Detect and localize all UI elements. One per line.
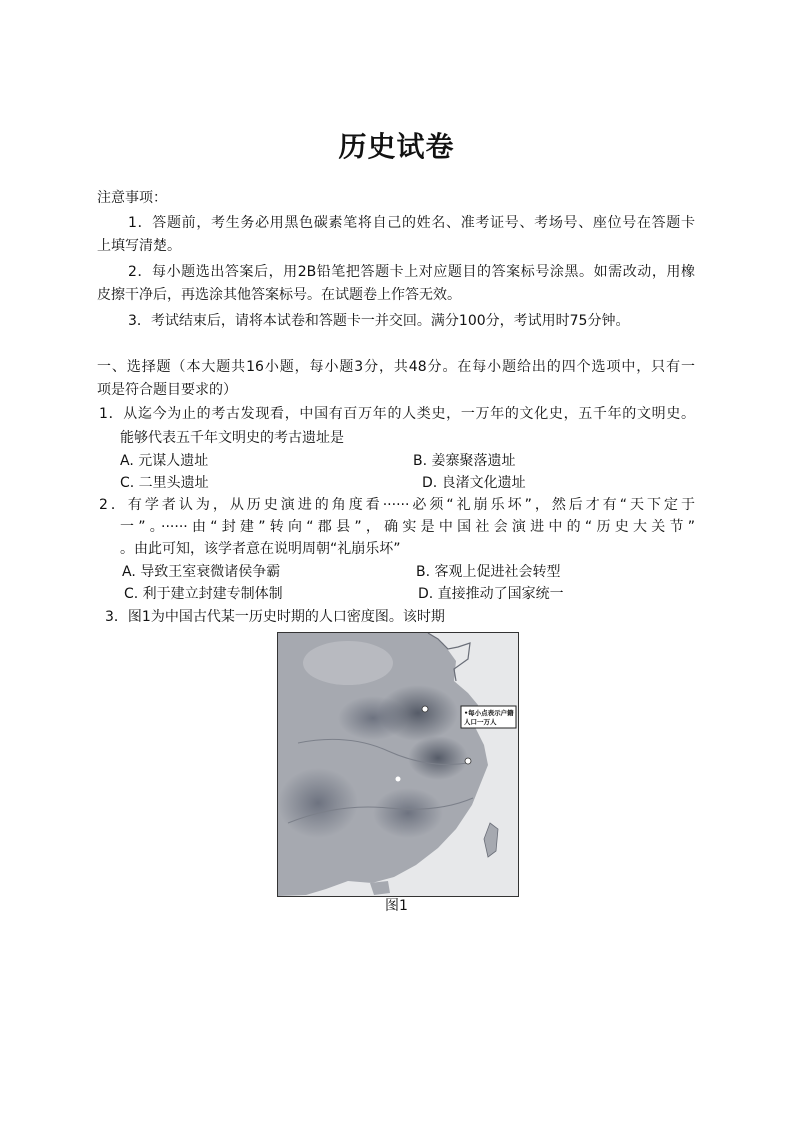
question-1-option-a: A. 元谋人遗址 bbox=[120, 453, 209, 469]
section-heading-line-1: 一、选择题（本大题共16小题，每小题3分，共48分。在每小题给出的四个选项中，只有一 bbox=[97, 359, 695, 375]
question-2-option-c: C. 利于建立封建专制体制 bbox=[124, 586, 283, 602]
population-density-map bbox=[277, 632, 519, 897]
question-1-option-c: C. 二里头遗址 bbox=[120, 475, 209, 491]
question-2-option-b: B. 客观上促进社会转型 bbox=[416, 564, 561, 580]
question-2-stem-line-3: 。由此可知，该学者意在说明周朝“礼崩乐坏” bbox=[120, 541, 401, 557]
figure-caption: 图1 bbox=[385, 898, 408, 914]
question-2-option-d: D. 直接推动了国家统一 bbox=[418, 586, 564, 602]
question-1-stem-line-2: 能够代表五千年文明史的考古遗址是 bbox=[120, 430, 344, 446]
question-1-stem-line-1: 1．从迄今为止的考古发现看，中国有百万年的人类史，一万年的文化史，五千年的文明史。 bbox=[99, 406, 695, 422]
notice-item-1-line-2: 上填写清楚。 bbox=[97, 238, 181, 254]
question-2-stem-line-2: 一”。······由“封建”转向“郡县”，确实是中国社会演进中的“历史大关节” bbox=[120, 519, 695, 535]
notice-item-2-line-1: 2．每小题选出答案后，用2B铅笔把答题卡上对应题目的答案标号涂黑。如需改动，用橡 bbox=[128, 264, 695, 280]
legend-line-1: •每小点表示户籍 bbox=[464, 709, 514, 717]
map-drawing bbox=[278, 633, 518, 896]
question-1-option-d: D. 良渚文化遗址 bbox=[422, 475, 526, 491]
question-2-option-a: A. 导致王室衰微诸侯争霸 bbox=[122, 564, 281, 580]
notice-item-1-line-1: 1．答题前，考生务必用黑色碳素笔将自己的姓名、准考证号、考场号、座位号在答题卡 bbox=[128, 215, 695, 231]
question-2-stem-line-1: 2．有学者认为，从历史演进的角度看······必须“礼崩乐坏”，然后才有“天下定于 bbox=[99, 497, 695, 513]
map-legend bbox=[461, 706, 516, 728]
exam-title: 历史试卷 bbox=[338, 130, 455, 163]
notice-item-3: 3．考试结束后，请将本试卷和答题卡一并交回。满分100分，考试用时75分钟。 bbox=[128, 313, 630, 329]
legend-line-2: 人口一万人 bbox=[464, 718, 497, 726]
notice-item-2-line-2: 皮擦干净后，再选涂其他答案标号。在试题卷上作答无效。 bbox=[97, 287, 461, 303]
notice-heading: 注意事项： bbox=[97, 190, 167, 206]
question-1-option-b: B. 姜寨聚落遗址 bbox=[413, 453, 516, 469]
section-heading-line-2: 项是符合题目要求的） bbox=[97, 382, 237, 398]
question-3-stem: 3．图1为中国古代某一历史时期的人口密度图。该时期 bbox=[105, 609, 445, 625]
